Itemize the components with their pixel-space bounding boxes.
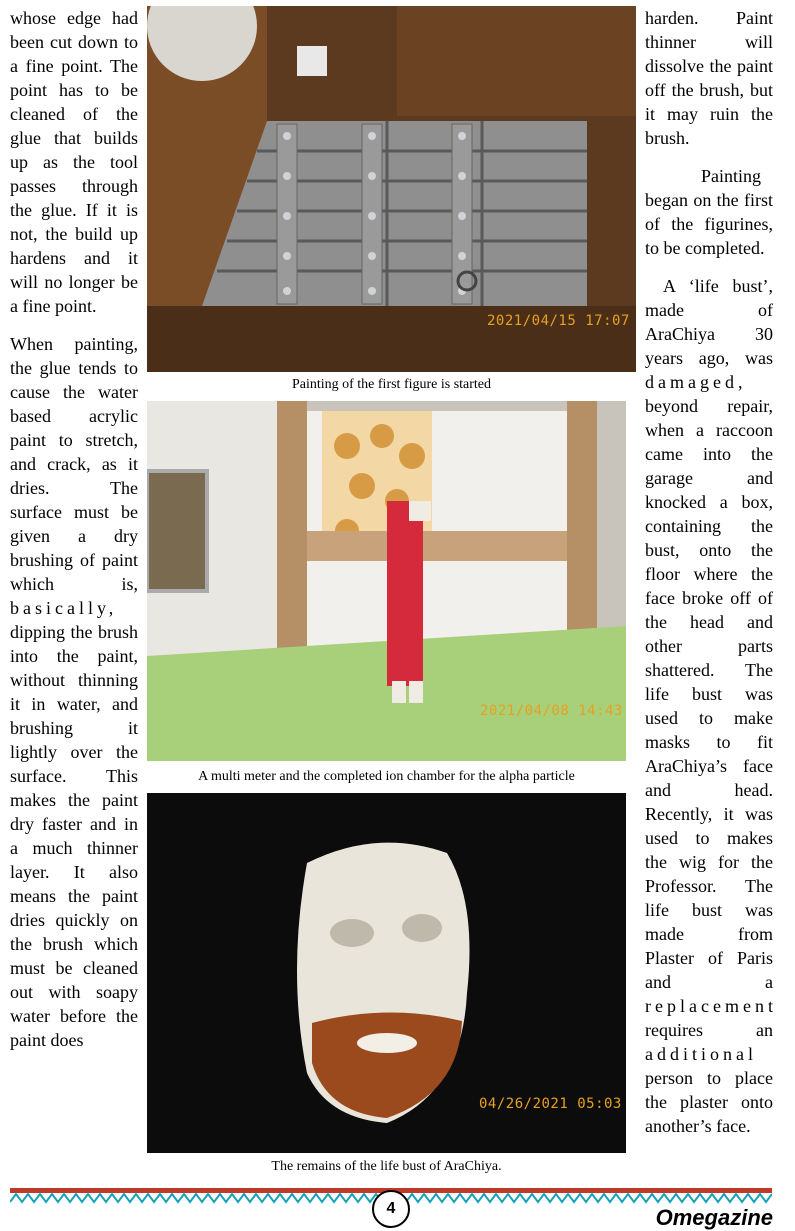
photo-figurine-room — [147, 401, 626, 761]
right-paragraph-1: harden. Paint thinner will dissolve the paint off the brush, but it may ruin the brush. — [645, 8, 773, 148]
left-paragraph-2a: When painting, the glue tends to cause the water based acrylic paint to stretch, and crack, as it dries. The surface must be given a dry brushing of paint which is, — [10, 334, 138, 594]
right-paragraph-3b: damaged, — [645, 372, 747, 392]
right-paragraph-2: Painting began on the first of the figurines, to be completed. — [645, 166, 773, 258]
photo-caption: Painting of the first figure is started — [291, 377, 492, 392]
photo-caption: The remains of the life bust of AraChiya. — [271, 1159, 502, 1174]
left-text-column — [10, 6, 138, 1052]
photo-life-bust — [147, 793, 626, 1153]
photo-timestamp: 2021/04/08 14:43 — [480, 703, 623, 719]
page-number: 4 — [372, 1190, 410, 1228]
left-paragraph-1: whose edge had been cut down to a fine point. The point has to be cleaned of the glue that builds up as the tool passes through the glue. If it is not, the build up hardens and it will no longer be a fine point. — [10, 8, 138, 316]
left-paragraph-2b: basically, — [10, 598, 118, 618]
right-paragraph-3 — [645, 274, 777, 1138]
magazine-logo: Omegazine — [655, 1205, 773, 1230]
right-text-column — [645, 6, 777, 1138]
photo-timestamp: 2021/04/15 17:07 — [487, 313, 630, 329]
right-paragraph-3g: person to place the plaster onto another’s face. — [645, 1068, 773, 1136]
right-paragraph-3f: additional — [645, 1044, 757, 1064]
left-paragraph-2c: dipping the brush into the paint, without thinning it in water, and brushing it lightly over the surface. This makes the paint dry faster and in a much thinner layer. It also means the paint dries quickly on the brush which must be cleaned out with soapy water before the paint does — [10, 622, 138, 1050]
right-paragraph-3c: beyond repair, when a raccoon came into the garage and knocked a box, containing the bust, onto the floor where the face broke off of the head and other parts shattered. The life bust was used to make masks to fit AraChiya’s face and head. Recently, it was used to makes the wig for the Professor. The life bust was made from Plaster of Paris and a — [645, 396, 773, 992]
right-paragraph-3e: requires an — [645, 1020, 773, 1040]
photo-painted-door — [147, 6, 636, 372]
right-paragraph-3a: A ‘life bust’, made of AraChiya 30 years ago, was — [645, 276, 773, 368]
photo-timestamp: 04/26/2021 05:03 — [479, 1096, 622, 1112]
photo-caption: A multi meter and the completed ion chamber for the alpha particle — [198, 769, 575, 784]
left-paragraph-2 — [10, 332, 138, 1052]
right-paragraph-3d: replacement — [645, 996, 777, 1016]
